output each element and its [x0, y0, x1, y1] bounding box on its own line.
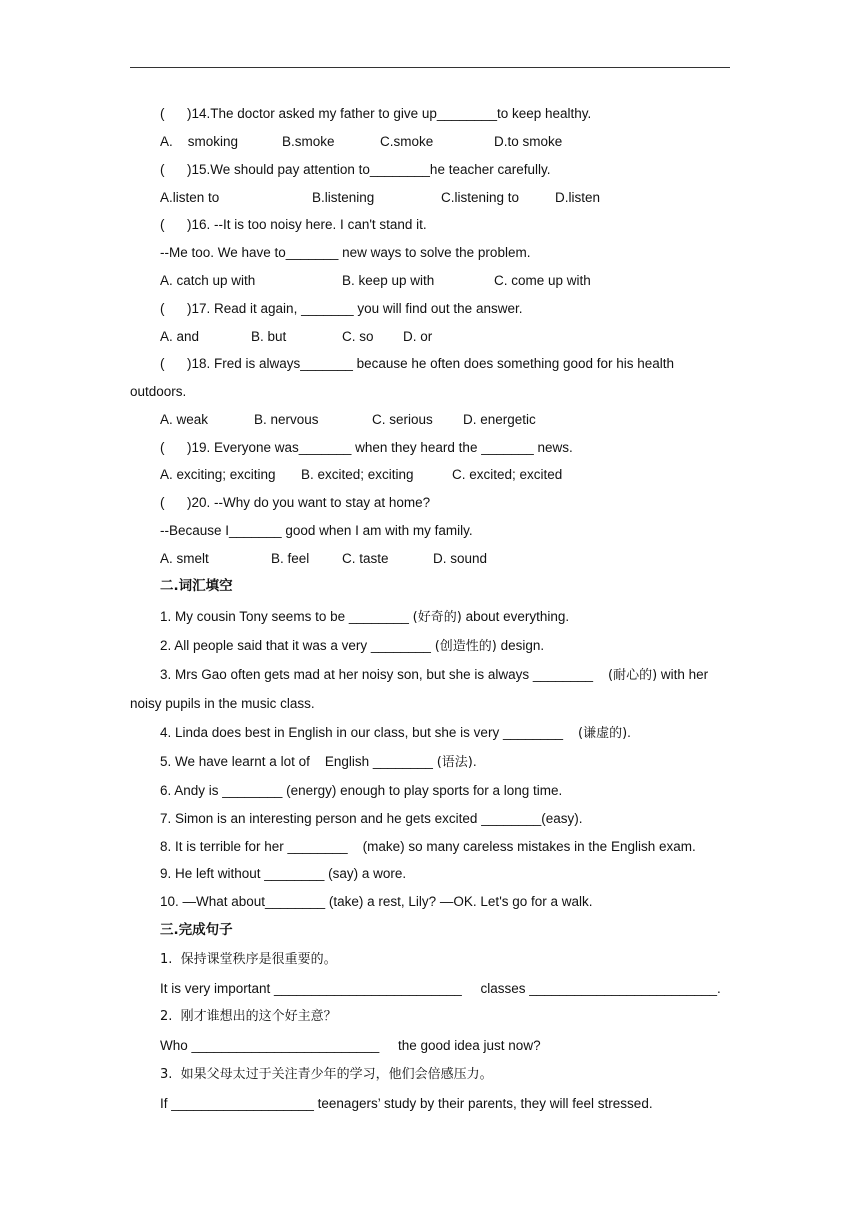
translation-1-chinese: 1. 保持课堂秩序是很重要的。 — [160, 952, 337, 967]
question-16-stem-2: --Me too. We have to_______ new ways to solve the problem. — [160, 245, 531, 260]
q20-option-a: A. smelt — [160, 551, 209, 566]
q15-option-c: C.listening to — [441, 190, 520, 205]
vocab-item-3: 3. Mrs Gao often gets mad at her noisy son, but she is always ________ (耐心的) with her — [160, 667, 709, 683]
header-rule — [130, 67, 730, 68]
translation-3-chinese: 3. 如果父母太过于关注青少年的学习，他们会倍感压力。 — [160, 1067, 493, 1082]
vocab-item-5: 5. We have learnt a lot of English ________ (语法). — [160, 754, 477, 770]
q19-option-a: A. exciting; exciting — [160, 467, 276, 482]
q19-option-c: C. excited; excited — [452, 467, 563, 482]
q16-option-a: A. catch up with — [160, 273, 256, 288]
q18-option-d: D. energetic — [463, 412, 536, 427]
q14-option-d: D.to smoke — [494, 134, 563, 149]
q20-option-b: B. feel — [271, 551, 310, 566]
question-18-stem: ( )18. Fred is always_______ because he often does something good for his health — [160, 356, 675, 371]
vocab-item-7: 7. Simon is an interesting person and he gets excited ________(easy). — [160, 811, 583, 826]
translation-2-english: Who _________________________ the good idea just now? — [160, 1038, 541, 1053]
q17-option-a: A. and — [160, 329, 200, 344]
q16-option-b: B. keep up with — [342, 273, 435, 288]
translation-1-english: It is very important _________________________ classes _________________________. — [160, 981, 721, 996]
q14-option-b: B.smoke — [282, 134, 335, 149]
vocab-item-1: 1. My cousin Tony seems to be ________ (好奇的) about everything. — [160, 609, 570, 625]
question-19-stem: ( )19. Everyone was_______ when they heard the _______ news. — [160, 440, 573, 455]
translation-2-chinese: 2. 刚才谁想出的这个好主意？ — [160, 1009, 337, 1024]
q17-option-d: D. or — [403, 329, 433, 344]
translation-3-english: If ___________________ teenagers’ study by their parents, they will feel stressed. — [160, 1096, 653, 1111]
q17-option-b: B. but — [251, 329, 287, 344]
q18-option-c: C. serious — [372, 412, 433, 427]
vocab-item-4: 4. Linda does best in English in our class, but she is very ________ (谦虚的). — [160, 725, 631, 741]
question-16-stem: ( )16. --It is too noisy here. I can't stand it. — [160, 217, 427, 232]
question-14-stem: ( )14.The doctor asked my father to give up________to keep healthy. — [160, 106, 592, 121]
section-2-heading: 二.词汇填空 — [160, 578, 233, 594]
q18-option-b: B. nervous — [254, 412, 319, 427]
q18-option-a: A. weak — [160, 412, 209, 427]
question-17-stem: ( )17. Read it again, _______ you will find out the answer. — [160, 301, 523, 316]
q14-option-a: A. smoking — [160, 134, 239, 149]
q17-option-c: C. so — [342, 329, 374, 344]
vocab-item-3-cont: noisy pupils in the music class. — [130, 696, 315, 711]
vocab-item-8: 8. It is terrible for her ________ (make) so many careless mistakes in the English exam. — [160, 839, 696, 854]
q20-option-d: D. sound — [433, 551, 488, 566]
question-18-stem-cont: outdoors. — [130, 384, 187, 399]
q16-option-c: C. come up with — [494, 273, 591, 288]
vocab-item-10: 10. —What about________ (take) a rest, Lily? —OK. Let's go for a walk. — [160, 894, 593, 909]
q15-option-d: D.listen — [555, 190, 601, 205]
q15-option-a: A.listen to — [160, 190, 220, 205]
q14-option-c: C.smoke — [380, 134, 434, 149]
vocab-item-9: 9. He left without ________ (say) a wore. — [160, 866, 407, 881]
q20-option-c: C. taste — [342, 551, 389, 566]
question-15-stem: ( )15.We should pay attention to________he teacher carefully. — [160, 162, 551, 177]
vocab-item-6: 6. Andy is ________ (energy) enough to play sports for a long time. — [160, 783, 563, 798]
question-20-stem-2: --Because I_______ good when I am with my family. — [160, 523, 473, 538]
q15-option-b: B.listening — [312, 190, 375, 205]
vocab-item-2: 2. All people said that it was a very ________ (创造性的) design. — [160, 638, 545, 654]
question-20-stem: ( )20. --Why do you want to stay at home? — [160, 495, 431, 510]
q19-option-b: B. excited; exciting — [301, 467, 414, 482]
section-3-heading: 三.完成句子 — [160, 922, 233, 938]
